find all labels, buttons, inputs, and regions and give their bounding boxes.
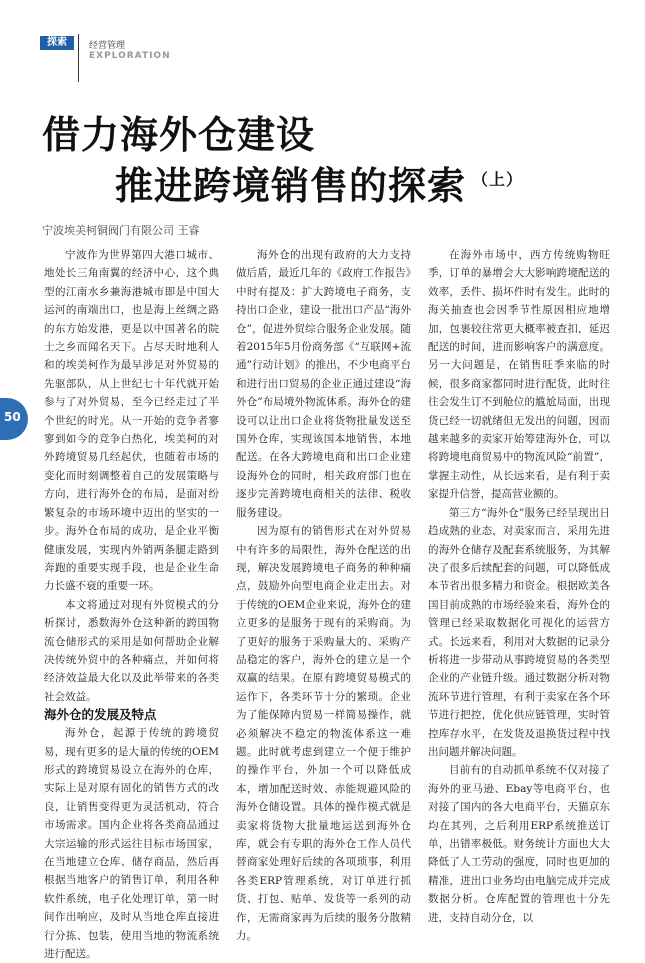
paragraph: 海外仓，起源于传统的跨境贸易，现有更多的是大量的传统的OEM形式的跨境贸易设立在海外的仓库，实际上是对原有固化的销售方式的改良，让销售变得更为灵活机动，符合市场需求。国内企业将各类商品通过大宗运输的形式运往目标市场国家，在当地建立仓库、储存商品，然后再根据当地客户的销售订单，利用各种软件系统，电子化处理订单，第一时间作出响应，及时从当地仓库直接进行分拣、包装，使用当地的物流系统进行配送。: [44, 727, 219, 961]
paragraph: 因为原有的销售形式在对外贸易中有许多的局限性，海外仓配送的出现，解决发展跨境电子商务的种种痛点，鼓励外向型电商企业走出去。对于传统的OEM企业来说，海外仓的建立更多的是服务于现有的采购商。为了更好的服务于采购量大的、采购产品稳定的客户，海外仓的建立是一个双赢的结果。在原有跨境贸易模式的运作下，各类环节十分的繁琐。企业为了能保障内贸易一样简易操作，就必须解决不稳定的物流体系这一难题。此时就考虑到建立一个便于维护的操作平台，外加一个可以降低成本，增加配送时效、赤能规避风险的海外仓储设置。具体的操作模式就是卖家将货物大批量地运送到海外仓库，就会有专职的海外仓工作人员代替商家处理好后续的各项琐事，利用各类ERP管理系统，对订单进行抓货、打包、贴单、发货等一系列的动作，无需商家再为后续的服务分散精力。: [236, 525, 411, 943]
column-name-cn: 经营管理: [89, 41, 126, 51]
article-column-2: [236, 246, 411, 945]
article-title-line1: 借力海外仓建设: [42, 112, 316, 157]
byline: 宁波埃美柯铜阀门有限公司 王睿: [42, 224, 200, 237]
paragraph: 本文将通过对现有外贸模式的分析探讨，悉数海外仓这种新的跨国物流仓储形式的采用是如何帮助企业解决传统外贸中的各种痛点，并如何将经济效益最大化以及此举带来的各类社会效益。: [44, 598, 219, 703]
header-divider: [78, 34, 79, 82]
paragraph: 在海外市场中，西方传统购物旺季，订单的暴增会大大影响跨境配送的效率，丢件、损坏件时有发生。此时的海关抽查也会因季节性原因相应地增加，包裹较往常更大概率被查扣，延迟配送的时间，进而影响客户的满意度。另一大问题是，在销售旺季来临的时候，很多商家都同时进行配货，此时往往会发生订不到舱位的尴尬局面，出现货已经一切就绪但无发出的问题，因而越来越多的卖家开始筹建海外仓，可以将跨境电商贸易中的物流风险“前置”，掌握主动性，从长远来看，是有利于卖家提升信誉，提高营业额的。: [428, 249, 610, 501]
paragraph: 海外仓的出现有政府的大力支持做后盾，最近几年的《政府工作报告》中时有提及：扩大跨境电子商务，支持出口企业，建设一批出口产品“海外仓”，促进外贸综合服务企业发展。随着2015年5月份商务部《“互联网+流通”行动计划》的推出，不少电商平台和进行出口贸易的企业正通过建设“海外仓”布局境外物流体系。海外仓的建设可以让出口企业将货物批量发送至国外仓库，实现该国本地销售，本地配送。在各大跨境电商和出口企业建设海外仓的同时，相关政府部门也在逐步完善跨境电商相关的法律、税收服务建设。: [236, 249, 411, 519]
article-title-line2-text: 推进跨境销售的探索: [115, 163, 467, 208]
article-title-suffix: （上）: [472, 170, 524, 189]
paragraph: 宁波作为世界第四大港口城市、地处长三角南翼的经济中心，这个典型的江南水乡兼海港城市即是中国大运河的南端出口，也是海上丝绸之路的东方始发港，更是以中国著名的院士之乡而闻名天下。占尽天时地利人和的埃美柯作为最早涉足对外贸易的先驱部队，从上世纪七十年代就开始参与了对外贸易，至今已经走过了半个世纪的时光。从一开始的竞争者寥寥到如今的竞争白热化，埃美柯的对外跨境贸易几经起伏，也随着市场的变化而时刻调整着自己的发展策略与方向，进行海外仓的布局，是面对纷繁复杂的市场环境中迈出的坚实的一步。海外仓布局的成功，是企业平衡健康发展，实现内外销两条腿走路到奔跑的重要实现手段，也是企业生命力长盛不衰的重要一环。: [44, 249, 219, 593]
article-column-1: [44, 246, 219, 963]
paragraph: 第三方“海外仓”服务已经呈现出日趋成熟的业态，对卖家而言，采用先进的海外仓储存及配套系统服务，为其解决了很多后续配套的问题，可以降低成本节省出很多精力和资金。根据欧美各国目前成熟的市场经验来看，海外仓的管理已经采取数据化可视化的运营方式。长远来看，利用对大数据的记录分析将进一步带动从事跨境贸易的各类型企业的产业链升级。通过数据分析对物流环节进行管理，有利于卖家在各个环节进行把控，优化供应链管理，实时管控库存水平，在发货及退换货过程中找出问题并解决问题。: [428, 506, 610, 758]
article-column-3: [428, 246, 610, 927]
page-number: 50: [4, 410, 21, 424]
section-heading: 海外仓的发展及特点: [44, 707, 157, 723]
paragraph: 目前有的自动抓单系统不仅对接了海外的亚马逊、Ebay等电商平台，也对接了国内的各大电商平台，天猫京东均在其列，之后利用ERP系统推送订单，出错率极低。财务统计方面也大大降低了人工劳动的强度，同时也更加的精准，进出口业务均由电脑完成并完成数据分析。仓库配置的管理也十分先进，支持自动分仓，以: [428, 764, 610, 924]
article-title-line2: [115, 155, 523, 210]
column-name-en: EXPLORATION: [89, 51, 171, 61]
section-tag-label: 探索: [47, 37, 67, 48]
